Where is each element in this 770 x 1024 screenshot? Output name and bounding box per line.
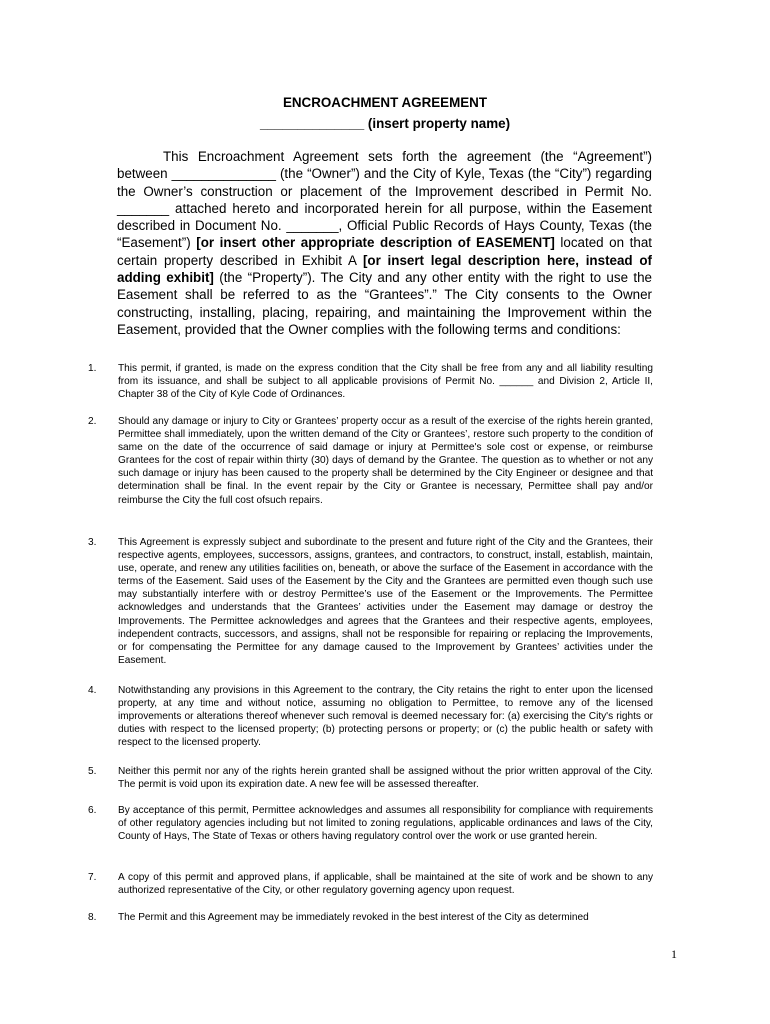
term-number: 1.	[88, 363, 97, 374]
term-number: 8.	[88, 912, 97, 923]
intro-text-1: This Encroachment Agreement sets forth the agreement (the “Agreement”) between ______________ (the “Owner”) and the City of Kyle, Texas (the “City”) regarding the Owner’s construction or placement of the Improvement described in Permit No. _______ attached hereto and incorporated herein for all purpose, within the Easement described in Document No. _______, Official Public Records of Hays County, Texas (the “Easement”)	[117, 149, 652, 251]
intro-text-3: (the “Property”). The City and any other entity with the right to use the Easement shall be referred to as the “Grantees”.” The City consents to the Owner constructing, installing, placing, repairing, and maintaining the Improvement within the Easement, provided that the Owner complies with the following terms and conditions:	[117, 270, 652, 337]
term-text: This permit, if granted, is made on the express condition that the City shall be free from any and all liability resulting from its issuance, and shall be subject to all applicable provisions of Permit No. ______ and Division 2, Article II, Chapter 38 of the City of Kyle Code of Ordinances.	[118, 363, 653, 401]
term-number: 4.	[88, 685, 97, 696]
term-text: Notwithstanding any provisions in this Agreement to the contrary, the City retains the right to enter upon the licensed property, at any time and without notice, assuming no obligation to Permittee, to remove any of the licensed improvements or alterations thereof whenever such removal is deemed necessary for: (a) exercising the City's rights or duties with respect to the licensed property; (b) protecting persons or property; or (c) the public health or safety with respect to the licensed property.	[118, 685, 653, 749]
term-number: 5.	[88, 766, 97, 777]
document-title: ENCROACHMENT AGREEMENT	[282, 95, 488, 110]
intro-bold-1: [or insert other appropriate description of EASEMENT]	[196, 235, 555, 251]
term-text: This Agreement is expressly subject and subordinate to the present and future right of the City and the Grantees, their respective agents, employees, successors, assigns, grantees, and contractors, to construct, install, establish, maintain, use, operate, and renew any utilities facilities on, beneath, or above the surface of the Easement in accordance with the terms of the Easement. Said uses of the Easement by the City and the Grantees are permitted even though such use may substantially interfere with or destroy Permittee’s use of the Easement or the Improvements. The Permittee acknowledges and understands that the Grantees’ activities under the Easement may damage or destroy the Improvements. The Permittee acknowledges and agrees that the Grantees and their respective agents, employees, independent contracts, successors, and assigns, shall not be responsible for repairing or replacing the Improvements, or for compensating the Permittee for any damage caused to the Improvement by Grantees’ activities under the Easement.	[118, 537, 653, 666]
intro-text-2: located on that certain property described in Exhibit A	[117, 235, 652, 268]
term-text: The Permit and this Agreement may be immediately revoked in the best interest of the City as determined	[118, 912, 589, 923]
term-text: Should any damage or injury to City or Grantees’ property occur as a result of the exercise of the rights herein granted, Permittee shall immediately, upon the written demand of the City or Grantees’, restore such property to the condition of same on the date of the occurrence of said damage or injury at Permittee's sole cost or expense, or reimburse Grantees for the cost of repair within thirty (30) days of demand by the Grantee. The question as to whether or not any such damage or injury has been caused to the property shall be determined by the City Engineer or designee and that determination shall be final. In the event repair by the City or Grantee is necessary, Permittee shall pay and/or reimburse the City the full cost ofsuch repairs.	[118, 416, 653, 506]
intro-bold-2: [or insert legal description here, instead of adding exhibit]	[117, 252, 652, 286]
document-subtitle: ______________ (insert property name)	[259, 116, 511, 131]
term-text: By acceptance of this permit, Permittee acknowledges and assumes all responsibility for compliance with requirements of other regulatory agencies including but not limited to zoning regulations, applicable ordinances and laws of the City, County of Hays, The State of Texas or others having regulatory control over the work or use granted herein.	[118, 805, 653, 843]
term-number: 3.	[88, 537, 97, 548]
term-number: 6.	[88, 805, 97, 816]
term-number: 2.	[88, 416, 97, 427]
term-text: Neither this permit nor any of the rights herein granted shall be assigned without the prior written approval of the City. The permit is void upon its expiration date. A new fee will be assessed thereafter.	[118, 766, 653, 791]
term-text: A copy of this permit and approved plans, if applicable, shall be maintained at the site of work and be shown to any authorized representative of the City, or other regulatory governing agency upon request.	[118, 872, 653, 897]
page-number: 1	[671, 947, 677, 961]
term-number: 7.	[88, 872, 97, 883]
